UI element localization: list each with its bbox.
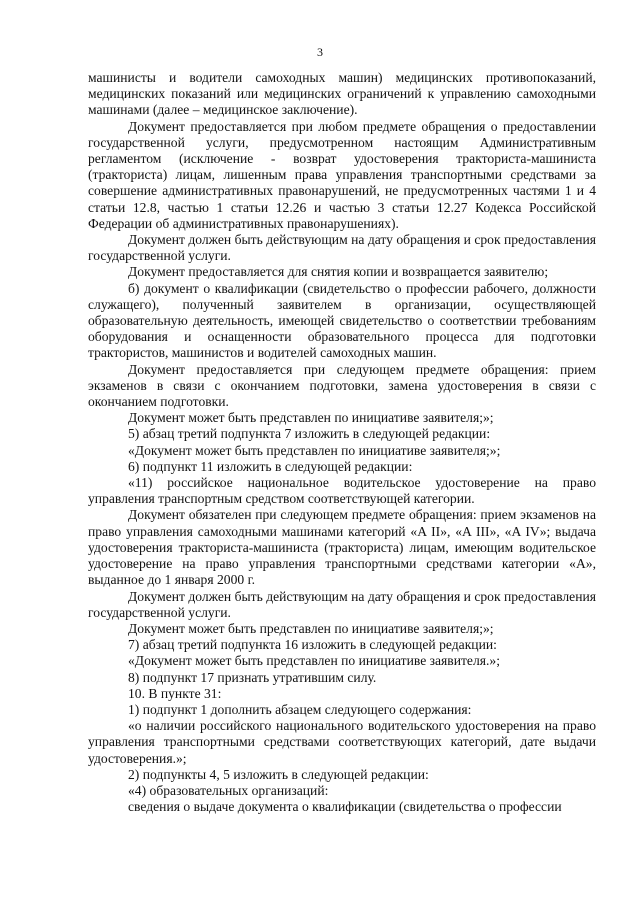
paragraph: Документ может быть представлен по инициативе заявителя;»; bbox=[128, 620, 494, 636]
paragraph: Документ предоставляется при любом предмете обращения о предоставлении государственной услуги, предусмотренном настоящим Административным регламентом (исключение - возврат удостоверения тракториста-машиниста (тракториста) лицам, лишенным права управления транспортными средствами за совершение административных правонарушений, не предусмотренных частями 1 и 4 статьи 12.8, частью 1 статьи 12.26 и частью 3 статьи 12.27 Кодекса Российской Федерации об административных правонарушениях). bbox=[88, 118, 596, 231]
paragraph: 8) подпункт 17 признать утратившим силу. bbox=[128, 669, 377, 685]
paragraph: «Документ может быть представлен по инициативе заявителя.»; bbox=[128, 653, 500, 669]
paragraph: «Документ может быть представлен по инициативе заявителя;»; bbox=[128, 442, 501, 458]
paragraph: «о наличии российского национального водительского удостоверения на право управления транспортными средствами соответствующих категорий, дате выдачи удостоверения.»; bbox=[88, 718, 596, 766]
paragraph: 1) подпункт 1 дополнить абзацем следующего содержания: bbox=[128, 701, 472, 717]
document-body bbox=[88, 70, 596, 815]
paragraph: 10. В пункте 31: bbox=[128, 685, 222, 701]
paragraph: «4) образовательных организаций: bbox=[128, 782, 329, 798]
paragraph: сведения о выдаче документа о квалификации (свидетельства о профессии bbox=[128, 799, 562, 815]
paragraph: б) документ о квалификации (свидетельство о профессии рабочего, должности служащего), полученный заявителем в организации, осуществляющей образовательную деятельность, имеющей свидетельство о соответствии требованиям оборудования и оснащенности образовательного процесса для подготовки трактористов, машинистов и водителей самоходных машин. bbox=[88, 280, 596, 361]
paragraph: Документ предоставляется для снятия копии и возвращается заявителю; bbox=[128, 264, 549, 280]
page-number: 3 bbox=[317, 45, 323, 59]
paragraph: 6) подпункт 11 изложить в следующей редакции: bbox=[128, 458, 413, 474]
paragraph: «11) российское национальное водительское удостоверение на право управления транспортным средством соответствующей категории. bbox=[88, 475, 596, 507]
paragraph: Документ должен быть действующим на дату обращения и срок предоставления государственной услуги. bbox=[88, 588, 596, 620]
paragraph: Документ должен быть действующим на дату обращения и срок предоставления государственной услуги. bbox=[88, 232, 596, 264]
paragraph: 7) абзац третий подпункта 16 изложить в следующей редакции: bbox=[128, 637, 497, 653]
paragraph: машинисты и водители самоходных машин) медицинских противопоказаний, медицинских показаний или медицинских ограничений к управлению самоходными машинами (далее – медицинское заключение). bbox=[88, 70, 596, 118]
paragraph: Документ обязателен при следующем предмете обращения: прием экзаменов на право управления самоходными машинами категорий «A II», «A III», «A IV»; выдача удостоверения тракториста-машиниста (тракториста) лицам, имеющим водительское удостоверение на право управления транспортными средствами категории «A», выданное до 1 января 2000 г. bbox=[88, 507, 596, 588]
paragraph: 2) подпункты 4, 5 изложить в следующей редакции: bbox=[128, 766, 429, 782]
paragraph: Документ предоставляется при следующем предмете обращения: прием экзаменов в связи с окончанием подготовки, замена удостоверения в связи с окончанием подготовки. bbox=[88, 361, 596, 410]
paragraph: 5) абзац третий подпункта 7 изложить в следующей редакции: bbox=[128, 426, 491, 442]
paragraph: Документ может быть представлен по инициативе заявителя;»; bbox=[128, 410, 494, 426]
